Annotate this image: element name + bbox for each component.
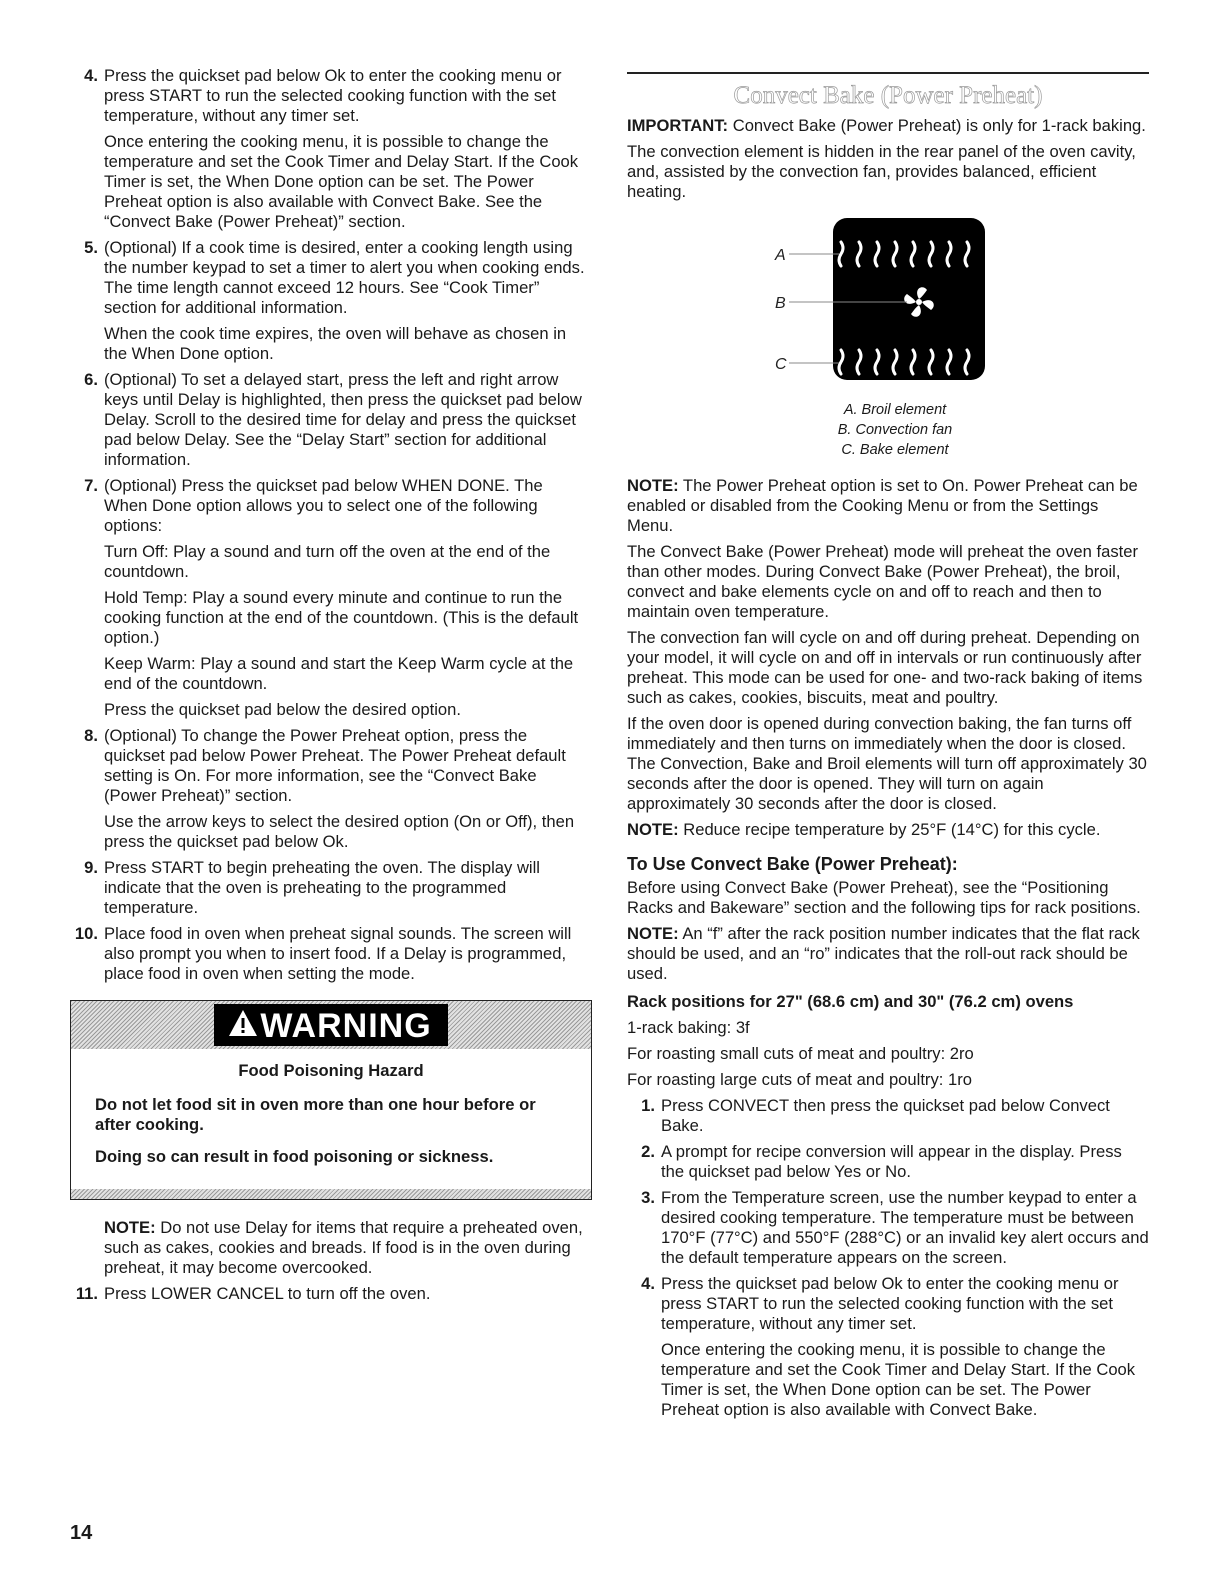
figure-caption — [627, 400, 1149, 460]
warning-instruction: Do not let food sit in oven more than one hour before or after cooking. — [95, 1095, 536, 1134]
step-number: 4. — [84, 66, 98, 85]
paragraph: The convection fan will cycle on and off during preheat. Depending on your model, it will cycle on and off in intervals or run continuously after preheat. This mode can be used for one- and two-rack baking of items such as cakes, cookies, biscuits, meat and poultry. — [627, 628, 1143, 707]
note-power-preheat — [627, 476, 1149, 536]
step-7 — [70, 476, 590, 720]
right-column — [627, 66, 1149, 1426]
oven-diagram-graphic — [627, 216, 1149, 394]
convect-step-1 — [627, 1096, 1149, 1136]
step-11 — [70, 1284, 590, 1304]
subheading: To Use Convect Bake (Power Preheat): — [627, 854, 958, 874]
intro-paragraph: The convection element is hidden in the rear panel of the oven cavity, and, assisted by the convection fan, provides balanced, efficient heating. — [627, 142, 1136, 201]
page-number: 14 — [70, 1522, 93, 1544]
note-text: The Power Preheat option is set to On. Power Preheat can be enabled or disabled from the Cooking Menu or from the Settings Menu. — [627, 476, 1138, 535]
step-number: 3. — [641, 1188, 655, 1207]
step-text: (Optional) To set a delayed start, press the left and right arrow keys until Delay is highlighted, then press the quickset pad below Delay. Scroll to the desired time for delay and press the quickset pad below Delay. See the “Delay Start” section for additional information. — [104, 370, 582, 469]
caption-fan: B. Convection fan — [837, 422, 953, 438]
step-number: 2. — [641, 1142, 655, 1161]
rack-position: 1-rack baking: 3f — [627, 1018, 750, 1037]
note-reduce-temp — [627, 820, 1149, 840]
step-number: 4. — [641, 1274, 655, 1293]
step-8 — [70, 726, 590, 852]
rack-positions-heading: Rack positions for 27" (68.6 cm) and 30" (76.2 cm) ovens — [627, 992, 1074, 1011]
step-text: A prompt for recipe conversion will appear in the display. Press the quickset pad below Yes or No. — [661, 1142, 1122, 1181]
step-5 — [70, 238, 590, 364]
note-text: Reduce recipe temperature by 25°F (14°C) for this cycle. — [678, 820, 1101, 839]
note-label: NOTE: — [627, 924, 679, 943]
step-number: 11. — [75, 1284, 98, 1303]
step-text: From the Temperature screen, use the number keypad to enter a desired cooking temperature. The temperature must be between 170°F (77°C) and 550°F (288°C) or an invalid key alert occurs and the default temperature appears on the screen. — [661, 1188, 1149, 1267]
left-column — [70, 66, 590, 1310]
step-text: Place food in oven when preheat signal sounds. The screen will also prompt you when to insert food. If a Delay is programmed, place food in oven when setting the mode. — [104, 924, 572, 983]
step-number: 7. — [84, 476, 98, 495]
hazard-name: Food Poisoning Hazard — [238, 1061, 424, 1080]
label-a: A — [775, 247, 786, 264]
warning-consequence: Doing so can result in food poisoning or sickness. — [95, 1147, 494, 1166]
paragraph: Before using Convect Bake (Power Preheat), see the “Positioning Racks and Bakeware” section and the following tips for rack positions. — [627, 878, 1141, 917]
step-number: 10. — [74, 924, 98, 943]
step-6 — [70, 370, 590, 470]
rack-position: For roasting small cuts of meat and poultry: 2ro — [627, 1044, 974, 1063]
note-label: NOTE: — [627, 820, 679, 839]
note-label: NOTE: — [104, 1218, 156, 1237]
step-text: Once entering the cooking menu, it is possible to change the temperature and set the Cook Timer and Delay Start. If the Cook Timer is set, the When Done option can be set. The Power Preheat option is also available with Convect Bake. — [661, 1340, 1136, 1419]
convect-step-2 — [627, 1142, 1149, 1182]
convect-step-4 — [627, 1274, 1149, 1420]
note-text: Do not use Delay for items that require a preheated oven, such as cakes, cookies and breads. If food is in the oven during preheat, it may become overcooked. — [104, 1218, 583, 1277]
note-rack-suffix — [627, 924, 1149, 984]
step-text: Press CONVECT then press the quickset pad below Convect Bake. — [661, 1096, 1110, 1135]
option-hold-temp: Hold Temp: Play a sound every minute and continue to run the cooking function at the end of the countdown. (This is the default option.) — [104, 588, 579, 647]
paragraph: If the oven door is opened during convection baking, the fan turns off immediately and then turns on immediately when the door is closed. The Convection, Bake and Broil elements will turn off approximately 30 seconds after the door is opened. They will turn on again approximately 30 seconds after the door is closed. — [627, 714, 1147, 813]
step-number: 6. — [84, 370, 98, 389]
note-label: NOTE: — [627, 476, 679, 495]
oven-diagram — [627, 216, 1149, 394]
step-text: (Optional) Press the quickset pad below WHEN DONE. The When Done option allows you to select one of the following options: — [104, 476, 543, 535]
warning-title — [214, 1004, 447, 1046]
step-text: Press LOWER CANCEL to turn off the oven. — [104, 1284, 431, 1303]
warning-body — [71, 1049, 591, 1189]
step-number: 8. — [84, 726, 98, 745]
step-text: Press the quickset pad below Ok to enter the cooking menu or press START to run the selected cooking function with the set temperature, without any timer set. — [104, 66, 562, 125]
rack-position: For roasting large cuts of meat and poultry: 1ro — [627, 1070, 972, 1089]
warning-box — [70, 1000, 592, 1200]
step-number: 5. — [84, 238, 98, 257]
important-text: Convect Bake (Power Preheat) is only for 1-rack baking. — [728, 116, 1146, 135]
step-text: Use the arrow keys to select the desired option (On or Off), then press the quickset pad below Ok. — [104, 812, 575, 851]
warning-triangle-icon — [228, 1008, 258, 1044]
step-number: 1. — [641, 1096, 655, 1115]
step-text: Press the quickset pad below Ok to enter the cooking menu or press START to run the selected cooking function with the set temperature, without any timer set. — [661, 1274, 1119, 1333]
warning-footer — [71, 1189, 591, 1199]
step-text: (Optional) If a cook time is desired, enter a cooking length using the number keypad to set a timer to alert you when cooking ends. The time length cannot exceed 12 hours. See “Cook Timer” section for additional information. — [104, 238, 585, 317]
step-text: (Optional) To change the Power Preheat option, press the quickset pad below Power Preheat. The Power Preheat default setting is On. For more information, see the “Convect Bake (Power Preheat)” section. — [104, 726, 566, 805]
convect-step-3 — [627, 1188, 1149, 1268]
step-text: When the cook time expires, the oven will behave as chosen in the When Done option. — [104, 324, 567, 363]
step-number: 9. — [84, 858, 98, 877]
note-delay — [70, 1218, 590, 1278]
step-text: Once entering the cooking menu, it is possible to change the temperature and set the Cook Timer and Delay Start. If the Cook Timer is set, the When Done option can be set. The Power Preheat option is also available with Convect Bake. See the “Convect Bake (Power Preheat)” section. — [104, 132, 579, 231]
important-label: IMPORTANT: — [627, 116, 729, 135]
option-turn-off: Turn Off: Play a sound and turn off the oven at the end of the countdown. — [104, 542, 551, 581]
label-b: B — [775, 295, 786, 312]
paragraph: The Convect Bake (Power Preheat) mode will preheat the oven faster than other modes. During Convect Bake (Power Preheat), the broil, convect and bake elements cycle on and off to reach and then to maintain oven temperature. — [627, 542, 1138, 621]
note-text: An “f” after the rack position number indicates that the flat rack should be used, and an “ro” indicates that the roll-out rack should be used. — [627, 924, 1140, 983]
step-text: Press the quickset pad below the desired option. — [104, 700, 461, 719]
step-4 — [70, 66, 590, 232]
caption-broil: A. Broil element — [843, 402, 947, 418]
label-c: C — [775, 356, 787, 373]
caption-bake: C. Bake element — [841, 442, 949, 458]
step-10 — [70, 924, 590, 984]
step-9 — [70, 858, 590, 918]
warning-header — [71, 1001, 591, 1049]
step-text: Press START to begin preheating the oven. The display will indicate that the oven is preheating to the programmed temperature. — [104, 858, 540, 917]
warning-word: WARNING — [260, 1007, 432, 1045]
important-note — [627, 116, 1149, 136]
section-title: Convect Bake (Power Preheat) — [733, 82, 1043, 109]
option-keep-warm: Keep Warm: Play a sound and start the Keep Warm cycle at the end of the countdown. — [104, 654, 574, 693]
